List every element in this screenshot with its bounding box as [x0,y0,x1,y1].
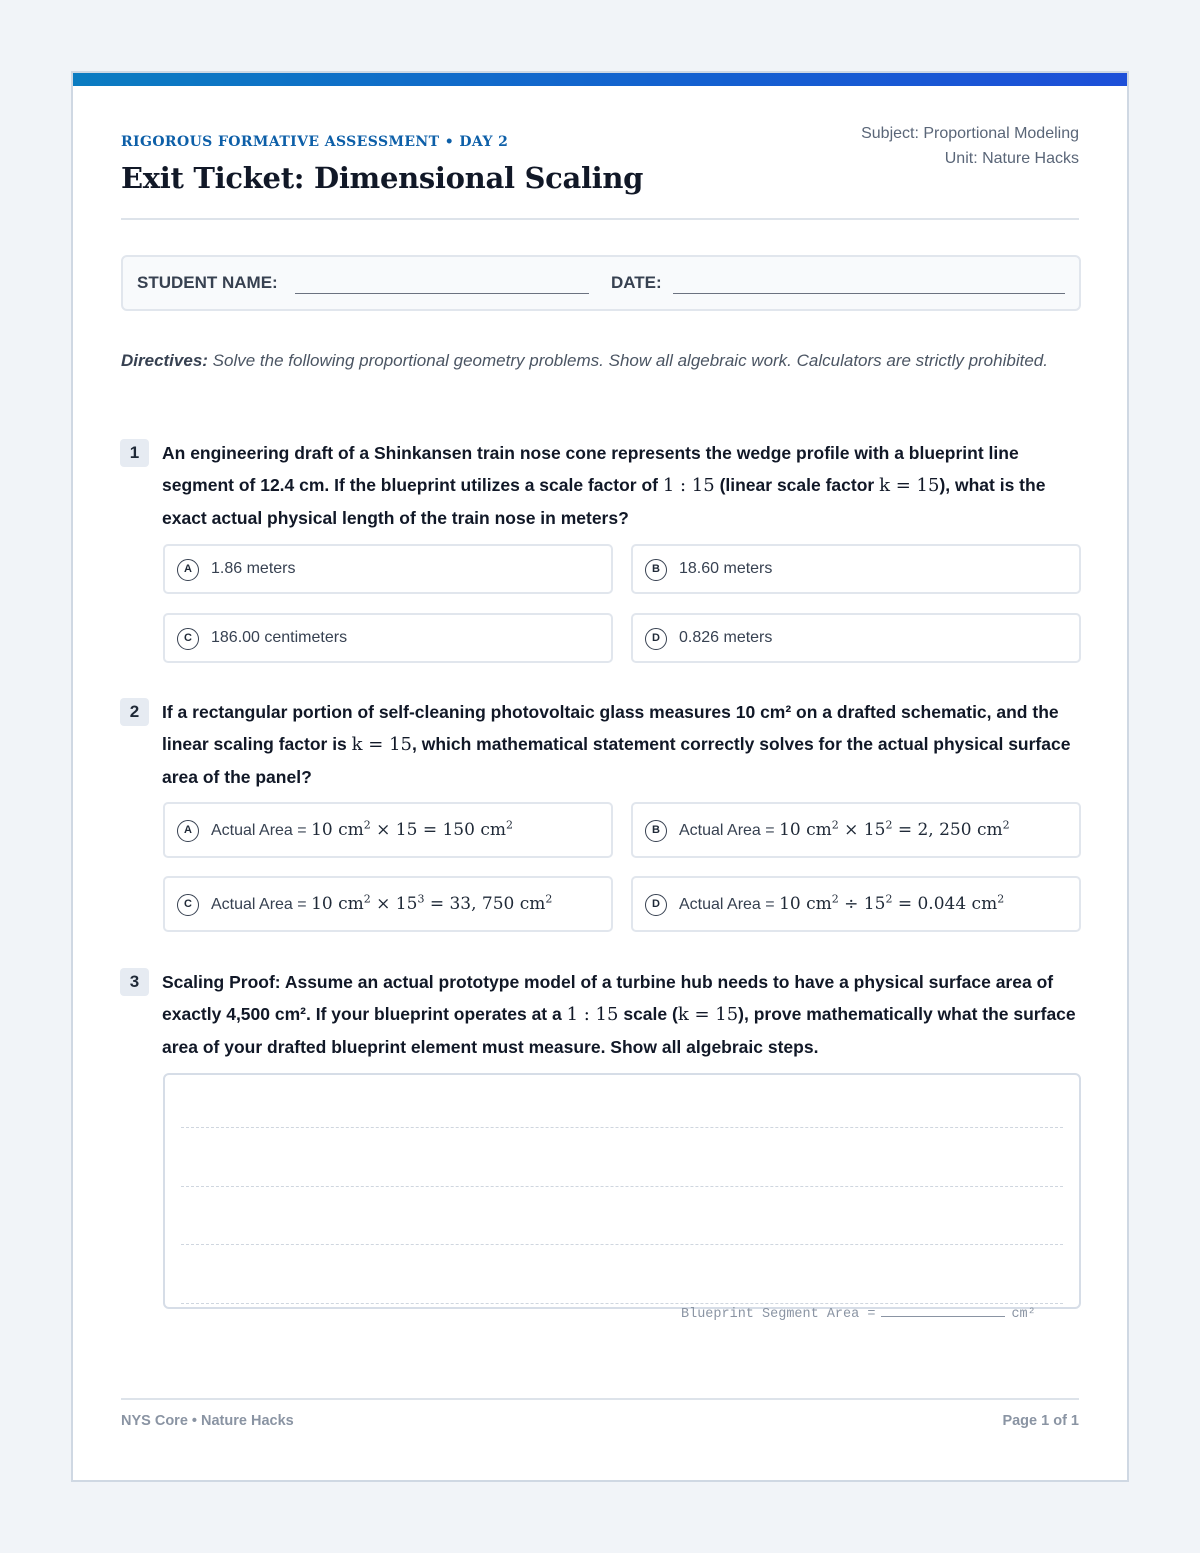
option-prefix: Actual Area = [211,896,312,913]
question-number: 2 [120,698,149,726]
option-text: 0.826 meters [679,629,773,646]
q1-factor-math: k = 15 [879,475,940,496]
assessment-eyebrow: RIGOROUS FORMATIVE ASSESSMENT • DAY 2 [121,134,509,150]
date-field[interactable] [673,293,1065,294]
answer-label: Blueprint Segment Area = [681,1307,876,1322]
option-math: 10 $cm^2 \div 15^2 = 0.044$ $cm^2$ [779,892,1005,914]
question-number: 1 [120,439,149,467]
option-math: 10 $cm^2 \times 15^3 = 33$, 750 $cm^2$ [311,892,553,914]
option-text [211,820,513,840]
option-prefix: Actual Area = [679,822,780,839]
directives [121,346,1076,375]
option-text [679,894,1004,914]
option-text: 1.86 meters [211,560,296,577]
option-letter-badge: C [177,894,199,916]
q2-option-d[interactable] [631,876,1081,932]
header-divider [121,218,1079,220]
work-line [181,1186,1063,1187]
q1-option-a[interactable] [163,544,613,594]
option-letter-badge: C [177,628,199,650]
page-number: Page 1 of 1 [1002,1413,1079,1429]
question-2-text [162,696,1082,793]
accent-bar [73,73,1127,86]
q1-text-part: ), what is the exact actual physical length of the train nose in meters? [162,475,1046,528]
page-title: Exit Ticket: Dimensional Scaling [121,161,644,195]
answer-field[interactable] [881,1305,1005,1317]
option-letter-badge: D [645,628,667,650]
option-math: 10 $cm^2 \times 15^2 = 2$, 250 $cm^2$ [779,818,1010,840]
student-name-label: STUDENT NAME: [137,273,278,292]
q3-text-part: Scaling Proof: Assume an actual prototype model of a turbine hub needs to have a physical surface area of exactly 4,500 cm². If your blueprint operates at a [162,972,1054,1024]
q3-text-part: scale ( [618,1004,678,1024]
q1-text-part: An engineering draft of a Shinkansen train nose cone represents the wedge profile with a blueprint line segment of 12.4 cm. If the blueprint utilizes a scale factor of [162,443,1019,495]
option-letter-badge: A [177,820,199,842]
option-text: 18.60 meters [679,560,773,577]
work-line [181,1303,1063,1304]
student-name-field[interactable] [295,293,589,294]
option-text: 186.00 centimeters [211,629,348,646]
q2-text-part: , which mathematical statement correctly solves for the actual physical surface area of the panel? [162,734,1071,787]
q3-factor-math: k = 15 [677,1004,739,1025]
q2-factor-math: k = 15 [351,734,412,755]
option-text [211,894,552,914]
student-info-box [121,255,1081,311]
footer-left: NYS Core • Nature Hacks [121,1413,294,1429]
q2-option-c[interactable] [163,876,613,932]
option-prefix: Actual Area = [211,822,312,839]
q1-option-c[interactable] [163,613,613,663]
option-letter-badge: D [645,894,667,916]
directives-label: Directives: [121,351,208,370]
directives-text: Solve the following proportional geometry problems. Show all algebraic work. Calculators are strictly prohibited. [212,351,1048,370]
question-number: 3 [120,968,149,996]
q1-text-part: (linear scale factor [714,475,880,495]
unit-label: Unit: Nature Hacks [944,150,1079,167]
option-letter-badge: B [645,559,667,581]
q2-text-part: If a rectangular portion of self-cleaning photovoltaic glass measures 10 cm² on a drafted schematic, and the linear scaling factor is [162,702,1059,754]
q2-option-b[interactable] [631,802,1081,858]
worksheet-page [71,71,1129,1482]
option-math: 10 $cm^2 \times 15 = 150$ $cm^2$ [311,818,513,840]
subject-label: Subject: Proportional Modeling [861,125,1079,142]
work-line [181,1127,1063,1128]
option-prefix: Actual Area = [679,896,780,913]
date-label: DATE: [611,273,662,292]
q2-option-a[interactable] [163,802,613,858]
question-3-text [162,966,1082,1063]
question-1-text [162,437,1082,534]
footer-divider [121,1398,1079,1400]
q1-option-d[interactable] [631,613,1081,663]
q1-option-b[interactable] [631,544,1081,594]
answer-unit: cm² [1011,1307,1036,1322]
q1-scale-math: 1 : 15 [662,475,715,496]
q3-scale-math: 1 : 15 [566,1004,619,1025]
option-letter-badge: A [177,559,199,581]
header-meta [861,121,1079,171]
answer-line [681,1305,1036,1322]
option-text [679,820,1010,840]
work-area[interactable] [163,1073,1081,1309]
q3-text-part: ), prove mathematically what the surface area of your drafted blueprint element must measure. Show all algebraic steps. [162,1004,1076,1057]
option-letter-badge: B [645,820,667,842]
work-line [181,1244,1063,1245]
